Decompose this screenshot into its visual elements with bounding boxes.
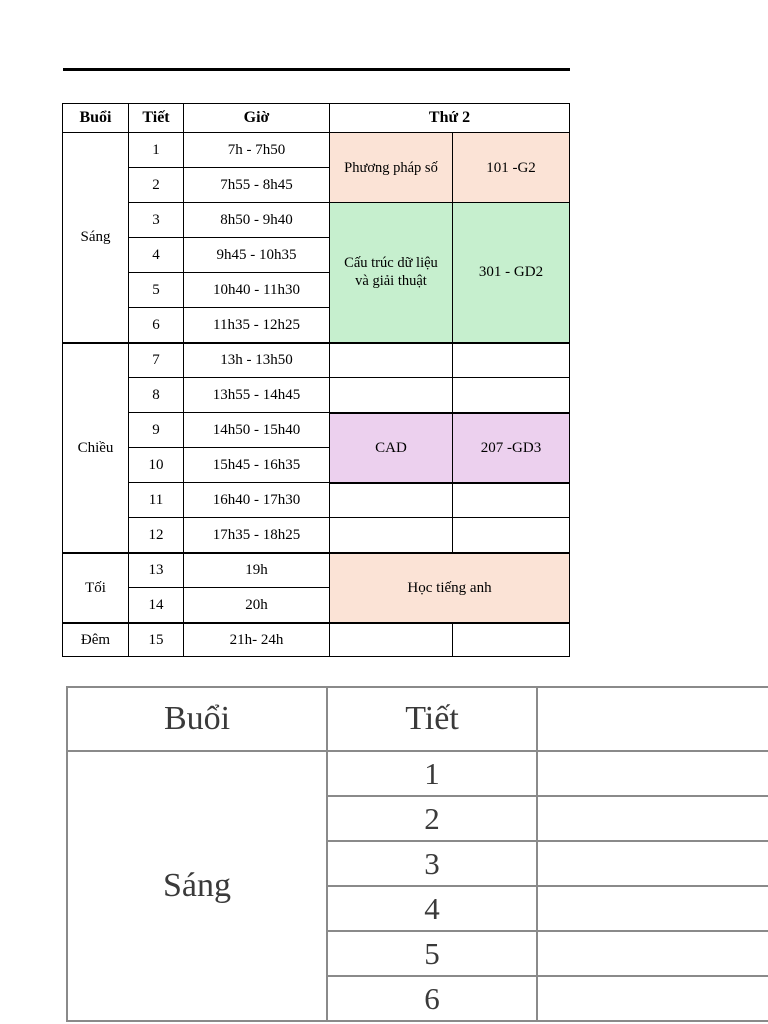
period-number: 5 bbox=[129, 273, 184, 308]
period-row bbox=[63, 518, 570, 553]
zoomed-period-number: 1 bbox=[327, 751, 537, 796]
period-row bbox=[63, 203, 570, 238]
header-day: Thứ 2 bbox=[330, 104, 570, 133]
class-subject: Cấu trúc dữ liệu và giải thuật bbox=[330, 203, 453, 343]
zoomed-empty-cell bbox=[537, 796, 768, 841]
zoomed-session-morning: Sáng bbox=[67, 751, 327, 1021]
zoomed-empty-cell bbox=[537, 687, 768, 751]
zoomed-header-period: Tiết bbox=[327, 687, 537, 751]
period-number: 2 bbox=[129, 168, 184, 203]
period-time: 15h45 - 16h35 bbox=[184, 448, 330, 483]
header-period: Tiết bbox=[129, 104, 184, 133]
zoomed-empty-cell bbox=[537, 976, 768, 1021]
period-row bbox=[63, 343, 570, 378]
zoomed-empty-cell bbox=[537, 931, 768, 976]
class-subject: Phương pháp số bbox=[330, 133, 453, 203]
period-number: 12 bbox=[129, 518, 184, 553]
empty-cell bbox=[453, 378, 570, 413]
schedule-table bbox=[62, 68, 570, 657]
period-number: 6 bbox=[129, 308, 184, 343]
period-time: 19h bbox=[184, 553, 330, 588]
empty-cell bbox=[453, 518, 570, 553]
empty-cell bbox=[330, 378, 453, 413]
period-time: 21h- 24h bbox=[184, 623, 330, 657]
header-session: Buổi bbox=[63, 104, 129, 133]
period-row bbox=[63, 553, 570, 588]
period-time: 7h - 7h50 bbox=[184, 133, 330, 168]
zoomed-period-number: 5 bbox=[327, 931, 537, 976]
empty-cell bbox=[330, 623, 453, 657]
period-row bbox=[63, 413, 570, 448]
period-time: 10h40 - 11h30 bbox=[184, 273, 330, 308]
period-time: 14h50 - 15h40 bbox=[184, 413, 330, 448]
zoomed-header-session: Buổi bbox=[67, 687, 327, 751]
period-number: 9 bbox=[129, 413, 184, 448]
period-number: 10 bbox=[129, 448, 184, 483]
period-time: 9h45 - 10h35 bbox=[184, 238, 330, 273]
period-number: 14 bbox=[129, 588, 184, 623]
period-number: 3 bbox=[129, 203, 184, 238]
period-time: 11h35 - 12h25 bbox=[184, 308, 330, 343]
empty-cell bbox=[453, 483, 570, 518]
period-row bbox=[63, 623, 570, 657]
zoomed-empty-cell bbox=[537, 751, 768, 796]
zoomed-period-number: 4 bbox=[327, 886, 537, 931]
empty-cell bbox=[330, 483, 453, 518]
period-row bbox=[63, 378, 570, 413]
zoomed-empty-cell bbox=[537, 841, 768, 886]
period-time: 20h bbox=[184, 588, 330, 623]
session-evening: Tối bbox=[63, 553, 129, 623]
class-subject: Học tiếng anh bbox=[330, 553, 570, 623]
zoomed-period-number: 3 bbox=[327, 841, 537, 886]
zoomed-row bbox=[67, 751, 768, 796]
class-room: 207 -GD3 bbox=[453, 413, 570, 483]
period-number: 15 bbox=[129, 623, 184, 657]
title-cell bbox=[63, 70, 570, 104]
period-time: 7h55 - 8h45 bbox=[184, 168, 330, 203]
period-row bbox=[63, 133, 570, 168]
period-row bbox=[63, 483, 570, 518]
period-number: 13 bbox=[129, 553, 184, 588]
zoomed-period-number: 6 bbox=[327, 976, 537, 1021]
session-afternoon: Chiều bbox=[63, 343, 129, 553]
period-time: 13h - 13h50 bbox=[184, 343, 330, 378]
empty-cell bbox=[453, 343, 570, 378]
empty-cell bbox=[330, 343, 453, 378]
empty-cell bbox=[453, 623, 570, 657]
period-time: 8h50 - 9h40 bbox=[184, 203, 330, 238]
title-row bbox=[63, 70, 570, 104]
empty-cell bbox=[330, 518, 453, 553]
class-room: 101 -G2 bbox=[453, 133, 570, 203]
period-time: 13h55 - 14h45 bbox=[184, 378, 330, 413]
zoomed-empty-cell bbox=[537, 886, 768, 931]
period-number: 4 bbox=[129, 238, 184, 273]
period-number: 1 bbox=[129, 133, 184, 168]
period-number: 11 bbox=[129, 483, 184, 518]
period-number: 8 bbox=[129, 378, 184, 413]
zoomed-period-number: 2 bbox=[327, 796, 537, 841]
class-subject: CAD bbox=[330, 413, 453, 483]
period-number: 7 bbox=[129, 343, 184, 378]
zoomed-table bbox=[66, 686, 768, 1022]
session-morning: Sáng bbox=[63, 133, 129, 343]
zoomed-header-row bbox=[67, 687, 768, 751]
header-row bbox=[63, 104, 570, 133]
header-time: Giờ bbox=[184, 104, 330, 133]
session-night: Đêm bbox=[63, 623, 129, 657]
class-room: 301 - GD2 bbox=[453, 203, 570, 343]
period-time: 17h35 - 18h25 bbox=[184, 518, 330, 553]
period-time: 16h40 - 17h30 bbox=[184, 483, 330, 518]
